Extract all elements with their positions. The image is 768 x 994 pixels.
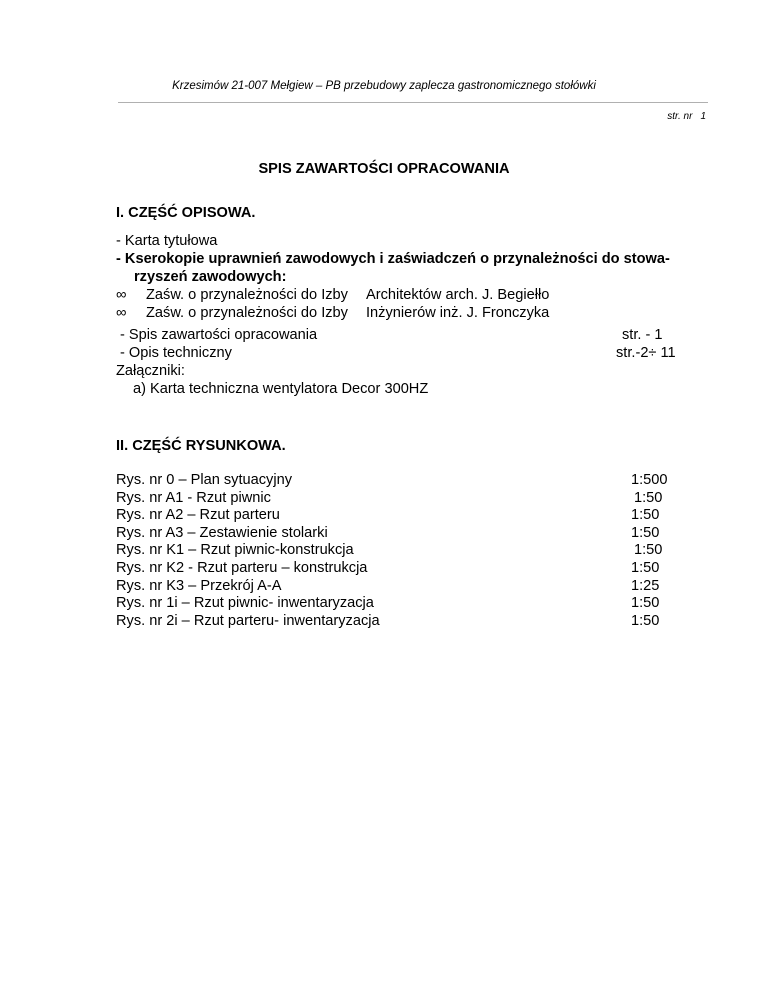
drawing-row: [116, 507, 676, 525]
drawing-row: [116, 578, 676, 596]
drawing-row: [116, 560, 676, 578]
bullet-text-continued: Architektów arch. J. Begiełło: [366, 287, 550, 303]
item-karta-tytulowa: - Karta tytułowa: [116, 233, 218, 249]
drawing-name: Rys. nr 0 – Plan sytuacyjny: [116, 472, 293, 488]
page-number-value: 1: [700, 111, 706, 122]
zalaczniki-label: Załączniki:: [116, 363, 185, 379]
drawing-row: [116, 613, 676, 631]
document-title: SPIS ZAWARTOŚCI OPRACOWANIA: [258, 161, 510, 177]
bullet-text: Zaśw. o przynależności do Izby: [146, 287, 348, 303]
page-number: [667, 111, 706, 122]
drawing-row: [116, 542, 676, 560]
header-rule: [118, 102, 708, 103]
item-spis-page: str. - 1: [622, 327, 663, 343]
drawing-name: Rys. nr 2i – Rzut parteru- inwentaryzacja: [116, 612, 380, 629]
drawing-scale: 1:50: [631, 612, 660, 629]
zalacznik-a: a) Karta techniczna wentylatora Decor 300HZ: [133, 381, 429, 397]
drawing-row: [116, 472, 676, 490]
drawing-name: Rys. nr 1i – Rzut piwnic- inwentaryzacja: [116, 595, 374, 612]
item-kserokopie-line1: - Kserokopie uprawnień zawodowych i zaświadczeń o przynależności do stowa-: [116, 251, 670, 267]
drawing-row: [116, 490, 676, 508]
drawing-scale: 1:50: [631, 595, 660, 612]
drawing-scale: 1:500: [631, 472, 668, 488]
bullet-text: Zaśw. o przynależności do Izby: [146, 305, 348, 321]
drawing-name: Rys. nr K1 – Rzut piwnic-konstrukcja: [116, 542, 354, 559]
bullet-item-inzynierow: [116, 304, 550, 322]
drawing-scale: 1:50: [631, 559, 660, 576]
drawing-scale: 1:50: [631, 524, 660, 541]
drawing-scale: 1:50: [634, 489, 663, 506]
drawing-name: Rys. nr A3 – Zestawienie stolarki: [116, 524, 328, 541]
drawing-scale: 1:25: [631, 577, 660, 594]
drawing-row: [116, 525, 676, 543]
drawing-name: Rys. nr K3 – Przekrój A-A: [116, 577, 282, 594]
item-opis-techniczny: - Opis techniczny: [120, 345, 232, 361]
drawing-name: Rys. nr K2 - Rzut parteru – konstrukcja: [116, 559, 368, 576]
page-number-label: str. nr: [667, 111, 693, 122]
drawing-name: Rys. nr A2 – Rzut parteru: [116, 507, 280, 524]
item-spis-zawartosci: - Spis zawartości opracowania: [120, 327, 318, 343]
drawing-scale: 1:50: [634, 542, 663, 559]
item-opis-page: str.-2÷ 11: [616, 345, 676, 361]
drawing-row: [116, 595, 676, 613]
drawings-list: [116, 472, 676, 630]
drawing-scale: 1:50: [631, 507, 660, 524]
infinity-bullet-icon: ∞: [116, 287, 127, 303]
bullet-text-continued: Inżynierów inż. J. Fronczyka: [366, 305, 550, 321]
drawing-name: Rys. nr A1 - Rzut piwnic: [116, 489, 271, 506]
section2-heading: II. CZĘŚĆ RYSUNKOWA.: [116, 438, 286, 454]
bullet-item-architektow: [116, 286, 550, 304]
running-header: Krzesimów 21-007 Mełgiew – PB przebudowy zaplecza gastronomicznego stołówki: [172, 80, 596, 92]
item-kserokopie-line2: rzyszeń zawodowych:: [134, 269, 287, 285]
infinity-bullet-icon: ∞: [116, 305, 127, 321]
section1-heading: I. CZĘŚĆ OPISOWA.: [116, 205, 256, 221]
